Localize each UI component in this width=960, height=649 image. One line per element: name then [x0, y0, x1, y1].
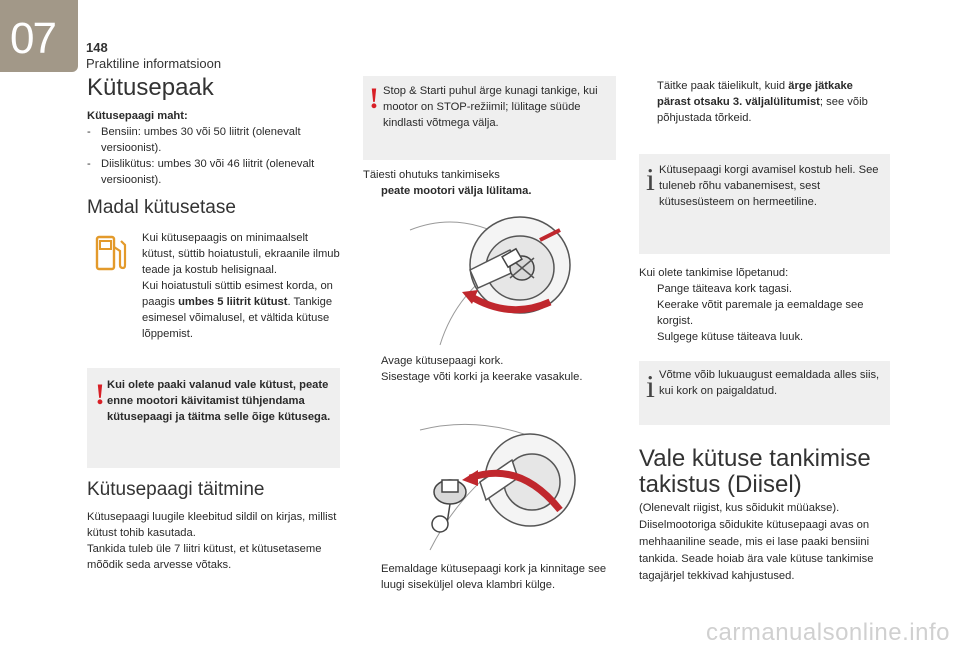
done-steps: [639, 281, 889, 345]
list-item: Sulgege kütuse täiteava luuk.: [657, 331, 804, 343]
info-text: Kütusepaagi korgi avamisel kostub heli. See tuleneb rõhu vabanemisest, sest kütusesüsteem on hermeetiline.: [659, 164, 879, 208]
section-title: Praktiline informatsioon: [86, 56, 222, 71]
warning-text: Kui olete paaki valanud vale kütust, peate enne mootori käivitamist tühjendama kütusepaagi ja täitma selle õige kütusega.: [107, 379, 331, 423]
list-item: - Diislikütus: umbes 30 või 46 liitrit (olenevalt versioonist).: [87, 158, 315, 186]
list-item: Pange täiteava kork tagasi.: [657, 283, 792, 295]
fuel-cap-open-illustration: [400, 210, 600, 355]
safety-intro: Täiesti ohutuks tankimiseks: [363, 169, 500, 181]
list-item: Keerake võtit paremale ja eemaldage see korgist.: [657, 299, 864, 327]
warning-icon: !: [95, 378, 105, 411]
misfuel-text: (Olenevalt riigist, kus sõidukit müüakse). Diiselmootoriga sõidukite kütusepaagi avas on mehhaaniline seade, mis ei lase paaki bensiini tankida. Seade hoiab ära vale kütuse tankimise tagajärjel tekkivad kahjustused.: [639, 502, 874, 582]
info-text: Võtme võib lukuaugust eemaldada alles siis, kui kork on paigaldatud.: [659, 369, 880, 397]
list-item: Avage kütusepaagi kork.: [381, 355, 504, 367]
warning-box-wrong-fuel: [87, 368, 340, 468]
warning-text: Stop & Starti puhul ärge kunagi tankige, kui mootor on STOP-režiimil; lülitage süüde kindlasti võtmega välja.: [383, 85, 598, 129]
capacity-label: Kütusepaagi maht:: [87, 110, 188, 122]
heading-misfuel: Vale kütuse tankimise takistus (Diisel): [639, 445, 871, 498]
steps-remove-cap: [363, 561, 615, 593]
list-item: peate mootori välja lülitama.: [381, 185, 532, 197]
steps-open-cap: [363, 353, 615, 385]
title-fuel-tank: Kütusepaak: [87, 74, 214, 101]
info-box-pressure: [639, 154, 890, 254]
list-item: Eemaldage kütusepaagi kork ja kinnitage see luugi siseküljel oleva klambri külge.: [381, 563, 607, 591]
info-icon: i: [646, 368, 655, 404]
capacity-list: [87, 124, 339, 188]
list-item: Sisestage võti korki ja keerake vasakule.: [381, 371, 583, 383]
warning-box-stop-start: [363, 76, 616, 160]
list-item: Täitke paak täielikult, kuid ärge jätkake pärast otsaku 3. väljalülitumist; see võib põhjustada tõrkeid.: [657, 80, 868, 124]
low-fuel-text: Kui kütusepaagis on minimaalselt kütust, süttib hoiatustuli, ekraanile ilmub teade ja kostub helisignaal. Kui hoiatustuli süttib esimest korda, on paagis umbes 5 liitrit kütust. Tankige esimesel võimalusel, et vältida kütuse lõppemist.: [142, 232, 340, 340]
heading-low-fuel: Madal kütusetase: [87, 197, 236, 218]
info-box-key: [639, 361, 890, 425]
refuel-text: Kütusepaagi luugile kleebitud sildil on kirjas, millist kütust tohib kasutada. Tankida tuleb üle 7 liitri kütust, et kütusetaseme mõõdik seda arvesse võtaks.: [87, 511, 337, 571]
info-icon: i: [646, 161, 655, 197]
chapter-number: 07: [10, 14, 55, 63]
fuel-pump-icon: [94, 233, 128, 278]
done-intro: Kui olete tankimise lõpetanud:: [639, 267, 789, 279]
fuel-cap-remove-illustration: [400, 420, 600, 560]
heading-refuel: Kütusepaagi täitmine: [87, 479, 265, 500]
list-item: - Bensiin: umbes 30 või 50 liitrit (olenevalt versioonist).: [87, 126, 301, 154]
watermark: carmanualsonline.info: [706, 619, 950, 646]
page-number: 148: [86, 40, 108, 55]
warning-icon: !: [369, 82, 379, 115]
